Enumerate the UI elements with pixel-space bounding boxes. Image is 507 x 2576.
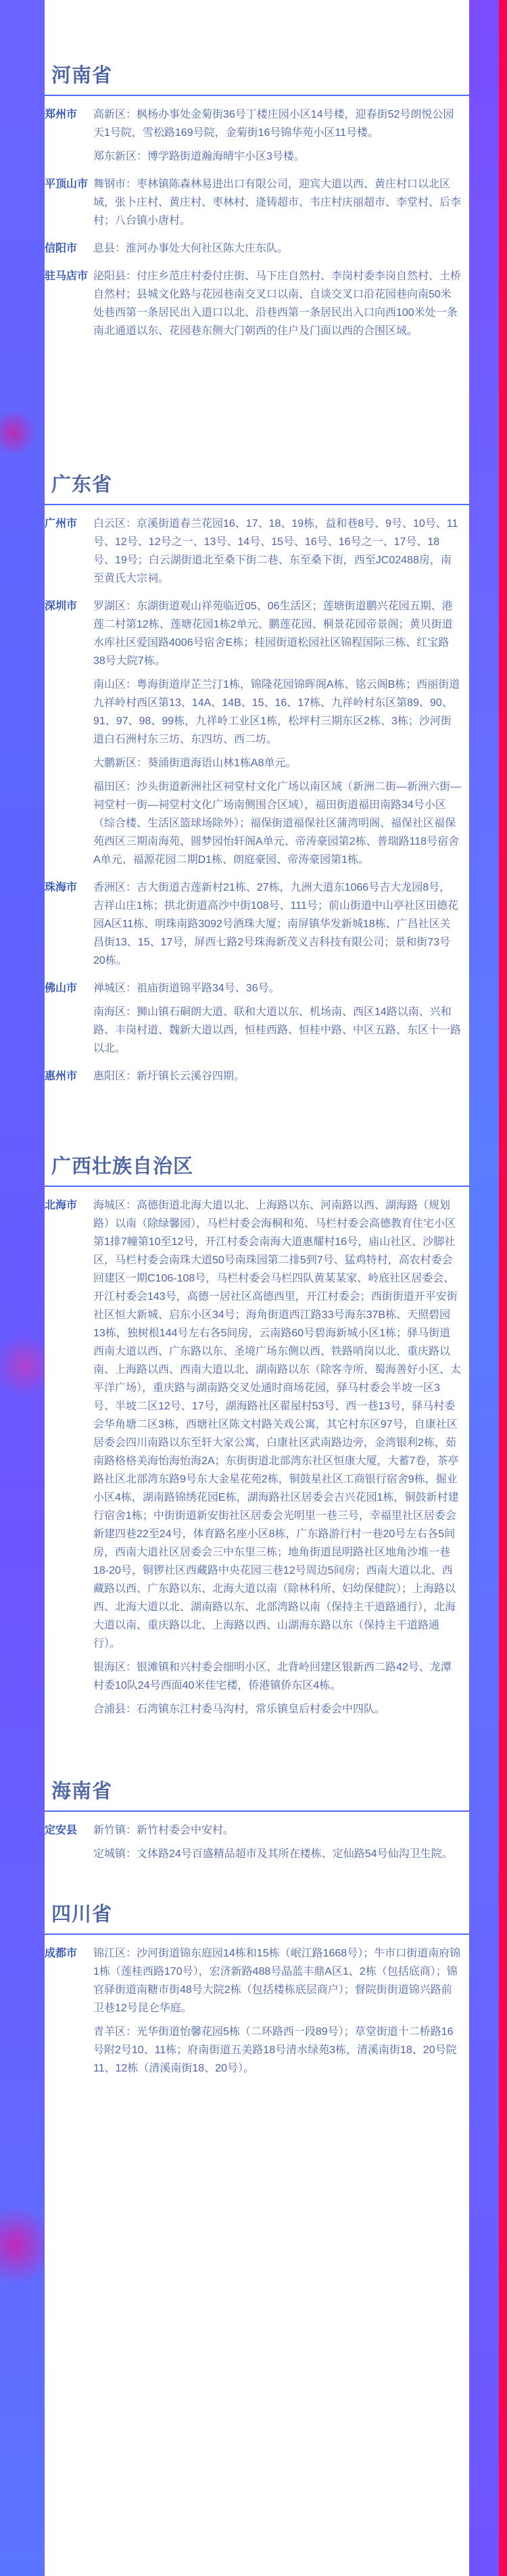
province-title-guangxi: 广西壮族自治区: [51, 1156, 194, 1177]
city-name-shenzhen: 深圳市: [45, 601, 78, 612]
city-entry-zhumadian: [45, 267, 469, 340]
province-divider-guangxi: [45, 1186, 469, 1187]
section-sichuan: [45, 1902, 469, 2078]
city-details-guangzhou: [93, 515, 461, 588]
city-details-dingan: [93, 1821, 461, 1863]
section-henan: [45, 64, 469, 340]
city-entry-chengdu: [45, 1944, 469, 2078]
district-text: 南山区：粤海街道岸芷兰汀1栋，锦隆花园锦晖阁A栋、铭云阁B栋；西丽街道九祥岭村西区第13、14A、14B、15、16、17栋、九祥岭村东区第89、90、91、97、98、99栋，九祥岭工业区1栋，松坪村三期东区2栋、3栋；沙河街道白石洲村东三坊、东四坊、西二坊。: [93, 679, 460, 745]
city-details-shenzhen: [93, 597, 461, 869]
city-details-zhuhai: [93, 879, 461, 970]
city-name-zhengzhou: 郑州市: [45, 109, 78, 120]
district-text: 定城镇：文体路24号百盛精品超市及其所在楼栋、定仙路54号仙沟卫生院。: [93, 1848, 453, 1860]
city-entry-shenzhen: [45, 597, 469, 869]
city-name-xinyang: 信阳市: [45, 243, 78, 254]
content-panel: [45, 0, 469, 2576]
city-details-chengdu: [93, 1944, 461, 2078]
district-text: 青羊区：光华街道怡馨花园5栋（二环路西一段89号）；草堂街道十二桥路16号附2号10、11栋；府南街道五美路18号清水绿苑3栋，清溪南街18、20号院11、12栋（清溪南街18、20号）。: [93, 2026, 457, 2074]
city-entry-zhuhai: [45, 879, 469, 970]
district-text: 大鹏新区：葵涌街道海语山林1栋A8单元。: [93, 757, 297, 769]
city-name-dingan: 定安县: [45, 1825, 78, 1836]
province-title-hainan: 海南省: [51, 1781, 113, 1802]
city-name-zhuhai: 珠海市: [45, 882, 78, 893]
district-text: 泌阳县：付庄乡范庄村委付庄街、马下庄自然村、李岗村委李岗自然村、土桥自然村；县城文化路与花园巷南交叉口以南、自谈交叉口沿花园巷向南50米处巷西第一条居民出入道口以北、沿巷西第一条居民出入口向西100米处一条南北通道以东、花园巷东侧大门朝西的住户及门面以西的合围区域。: [93, 271, 462, 337]
city-entry-dingan: [45, 1821, 469, 1863]
city-entry-huizhou: [45, 1067, 469, 1085]
district-text: 银海区：银滩镇和兴村委会细明小区、北背岭回建区银新西二路42号、龙潭村委10队24号西面40米佳宅楼，侨港镇侨东区4栋。: [93, 1662, 452, 1691]
city-name-pingdingshan: 平顶山市: [45, 179, 89, 190]
district-text: 锦江区：沙河街道锦东庭园14栋和15栋（岷江路1668号）；牛市口街道南府锦1栋（莲桂西路170号），宏济新路488号晶蓝丰鼎A区1、2栋（包括底商）；锦官驿街道南糖市街48号大院2栋（包括楼栋底层商户）；督院街街道锦兴路前卫巷12号昆仑华庭。: [93, 1948, 461, 2014]
section-spacer: [45, 1095, 469, 1154]
district-text: 舞钢市：枣林镇陈森林易进出口有限公司，迎宾大道以西、黄庄村口以北区域，张卜庄村、黄庄村、枣林村、逄铸超市、韦庄村庆丽超市、李堂村、后李村；八台镇小唐村。: [93, 179, 462, 227]
city-entry-pingdingshan: [45, 175, 469, 230]
city-name-zhumadian: 驻马店市: [45, 271, 89, 282]
district-text: 罗湖区：东湖街道观山祥苑临近05、06生活区；莲塘街道鹏兴花园五期、港莲二村第12栋、莲塘花园1栋2单元、鹏莲花园、桐景花园帝景阁；黄贝街道水库社区爱国路4006号宿舍E栋；桂园街道松园社区锦程国际三栋、红宝路38号大院7栋。: [93, 601, 453, 667]
province-title-henan: 河南省: [51, 65, 113, 87]
district-text: 禅城区：祖庙街道锦平路34号、36号。: [93, 983, 280, 994]
section-guangdong: [45, 473, 469, 1085]
city-details-pingdingshan: [93, 175, 461, 230]
district-text: 息县：淮河办事处大何社区陈大庄东队。: [93, 243, 289, 254]
section-spacer: [45, 350, 469, 473]
province-divider-sichuan: [45, 1934, 469, 1935]
district-text: 新竹镇：新竹村委会中安村。: [93, 1825, 235, 1836]
city-name-foshan: 佛山市: [45, 983, 78, 994]
province-divider-hainan: [45, 1810, 469, 1812]
city-details-zhengzhou: [93, 106, 461, 166]
city-entry-zhengzhou: [45, 106, 469, 166]
city-entry-guangzhou: [45, 515, 469, 588]
city-entry-beihai: [45, 1196, 469, 1718]
district-text: 福田区：沙头街道新洲社区祠堂村文化广场以南区域（新洲二街—新洲六街—祠堂村一街—祠堂村文化广场南侧围合区域），福田街道福田南路34号小区（综合楼、生活区篮球场除外）；福保街道福保社区蒲湾明阁、福保社区福保苑西区三期南海苑、圆梦园怡轩阁A单元、帝涛豪园第2栋、普瑞路118号宿舍A单元、福源花园二期D1栋、朗庭豪园、帝涛豪园第1栋。: [93, 781, 462, 866]
city-name-huizhou: 惠州市: [45, 1071, 78, 1082]
district-text: 白云区：京溪街道春兰花园16、17、18、19栋，益和巷8号、9号、10号、11号、12号、12号之一、13号、14号、15号、16号、16号之一、17号、18号、19号；白云湖街道北至桑下街二巷、东至桑下街，西至JC02488房，南至黄氏大宗祠。: [93, 518, 458, 584]
city-details-zhumadian: [93, 267, 461, 340]
city-details-xinyang: [93, 239, 461, 258]
city-name-beihai: 北海市: [45, 1200, 78, 1211]
city-entry-xinyang: [45, 239, 469, 258]
province-divider-henan: [45, 95, 469, 96]
district-text: 南海区：狮山镇石硐朗大道、联和大道以东、机场南、西区14路以南、兴和路、丰岗村道、魏新大道以西，恒桂西路、恒桂中路、中区五路、东区十一路以北。: [93, 1006, 462, 1054]
left-decorative-side: [0, 0, 45, 2576]
district-text: 郑东新区：博学路街道瀚海晴宇小区3号楼。: [93, 151, 305, 162]
city-details-huizhou: [93, 1067, 461, 1085]
district-text: 高新区：枫杨办事处金菊街36号丁楼庄园小区14号楼，迎春街52号朗悦公园天1号院，雪松路169号院，金菊街16号锦华苑小区11号楼。: [93, 109, 454, 139]
city-details-beihai: [93, 1196, 461, 1718]
city-name-guangzhou: 广州市: [45, 518, 78, 530]
district-text: 合浦县：石湾镇东江村委马沟村，常乐镇皇后村委会中四队。: [93, 1704, 386, 1715]
province-title-sichuan: 四川省: [51, 1904, 113, 1925]
city-details-foshan: [93, 979, 461, 1058]
city-name-chengdu: 成都市: [45, 1948, 78, 1959]
province-title-guangdong: 广东省: [51, 474, 113, 496]
section-spacer: [45, 1728, 469, 1779]
district-text: 香洲区：吉大街道吉莲新村21栋、27栋，九洲大道东1066号吉大龙园8号，吉祥山庄1栋；拱北街道高沙中街108号、111号；前山街道中山亭社区田德花园A区11栋、明珠南路3092号酒珠大厦；南屏镇华发新城18栋、广昌社区关昌街13、15、17号，屏西七路2号珠海新茂义吉科技有限公司；景和街73号20栋。: [93, 882, 458, 966]
district-text: 海城区：高德街道北海大道以北、上海路以东、河南路以西、湖海路（规划路）以南（除绿馨园），马栏村委会海桐和苑、马栏村委会高德教育住宅小区第1排7幢第10至12号，开江村委会南海大道惠耀村16号，庙山社区、沙脚社区，马栏村委会南珠大道50号南珠园第二排5到7号、猛鸡特村，高农村委会回建区一期C106-108号，马栏村委会马栏四队黄某某家、岭底社区居委会、开江村委会143号，高德一居社区高德西里，开江村委会；西街街道开平安街社区恒大新城、启东小区34号；海角街道西江路33号海东37B栋、天照碧园13栋，独树根144号左右各5间房，云南路60号碧海新城小区1栋；驿马街道西南大道以西、广东路以东、圣境广场东侧以西、铁路哨岗以北、重庆路以南、上海路以西、西南大道以北、湖南路以东（除客寺所、蜀海善好小区、太平洋广场），重庆路与湖南路交叉处通时商场花园，驿马村委会半坡一区3号、半坡二区12号、17号，湖海路社区翟屋村53号、西一巷13号，驿马村委会华角塘二区3栋，西塘社区陈文村路关戏公寓，其它村东区97号，自康社区居委会四川南路以东至轩大家公寓，白康社区武南路边旁，金湾银利2栋，茹南路格格美海怡海怡海2A；东街街道北部湾东社区恒康大厦，大蓄7卷，茶亭路社区北部湾东路9号东大金星花苑2栋，铜鼓星社区工商银行宿舍9栋，掘业小区4栋，湖南路锦绣花园E栋，湖海路社区居委会吉兴花园1栋，铜鼓新村建行宿舍1栋；中街街道新安街社区居委会光明里一巷三号，幸福里社区居委会新建四巷22至24号，体育路名座小区8栋，广东路游行村一巷20号左右各5间房，西南大道社区居委会三中东里三栋；地角街道昆明路社区地角沙堆一巷18-20号，铜锣社区西藏路中央花园三巷12号周边5间房；西南大道以北、西藏路以西、广东路以东、北海大道以南（除林科所、妇幼保健院）；上海路以西、北海大道以北、湖南路以东、北部湾路以南（保持主干道路通行），北海大道以南、重庆路以北、上海路以西、山湖海东路以东（保持主干道路通行）。: [93, 1200, 462, 1649]
section-guangxi: [45, 1154, 469, 1718]
district-text: 惠阳区：新圩镇长云溪谷四期。: [93, 1071, 245, 1082]
city-entry-foshan: [45, 979, 469, 1058]
section-spacer: [45, 1873, 469, 1902]
section-hainan: [45, 1779, 469, 1863]
province-divider-guangdong: [45, 504, 469, 505]
